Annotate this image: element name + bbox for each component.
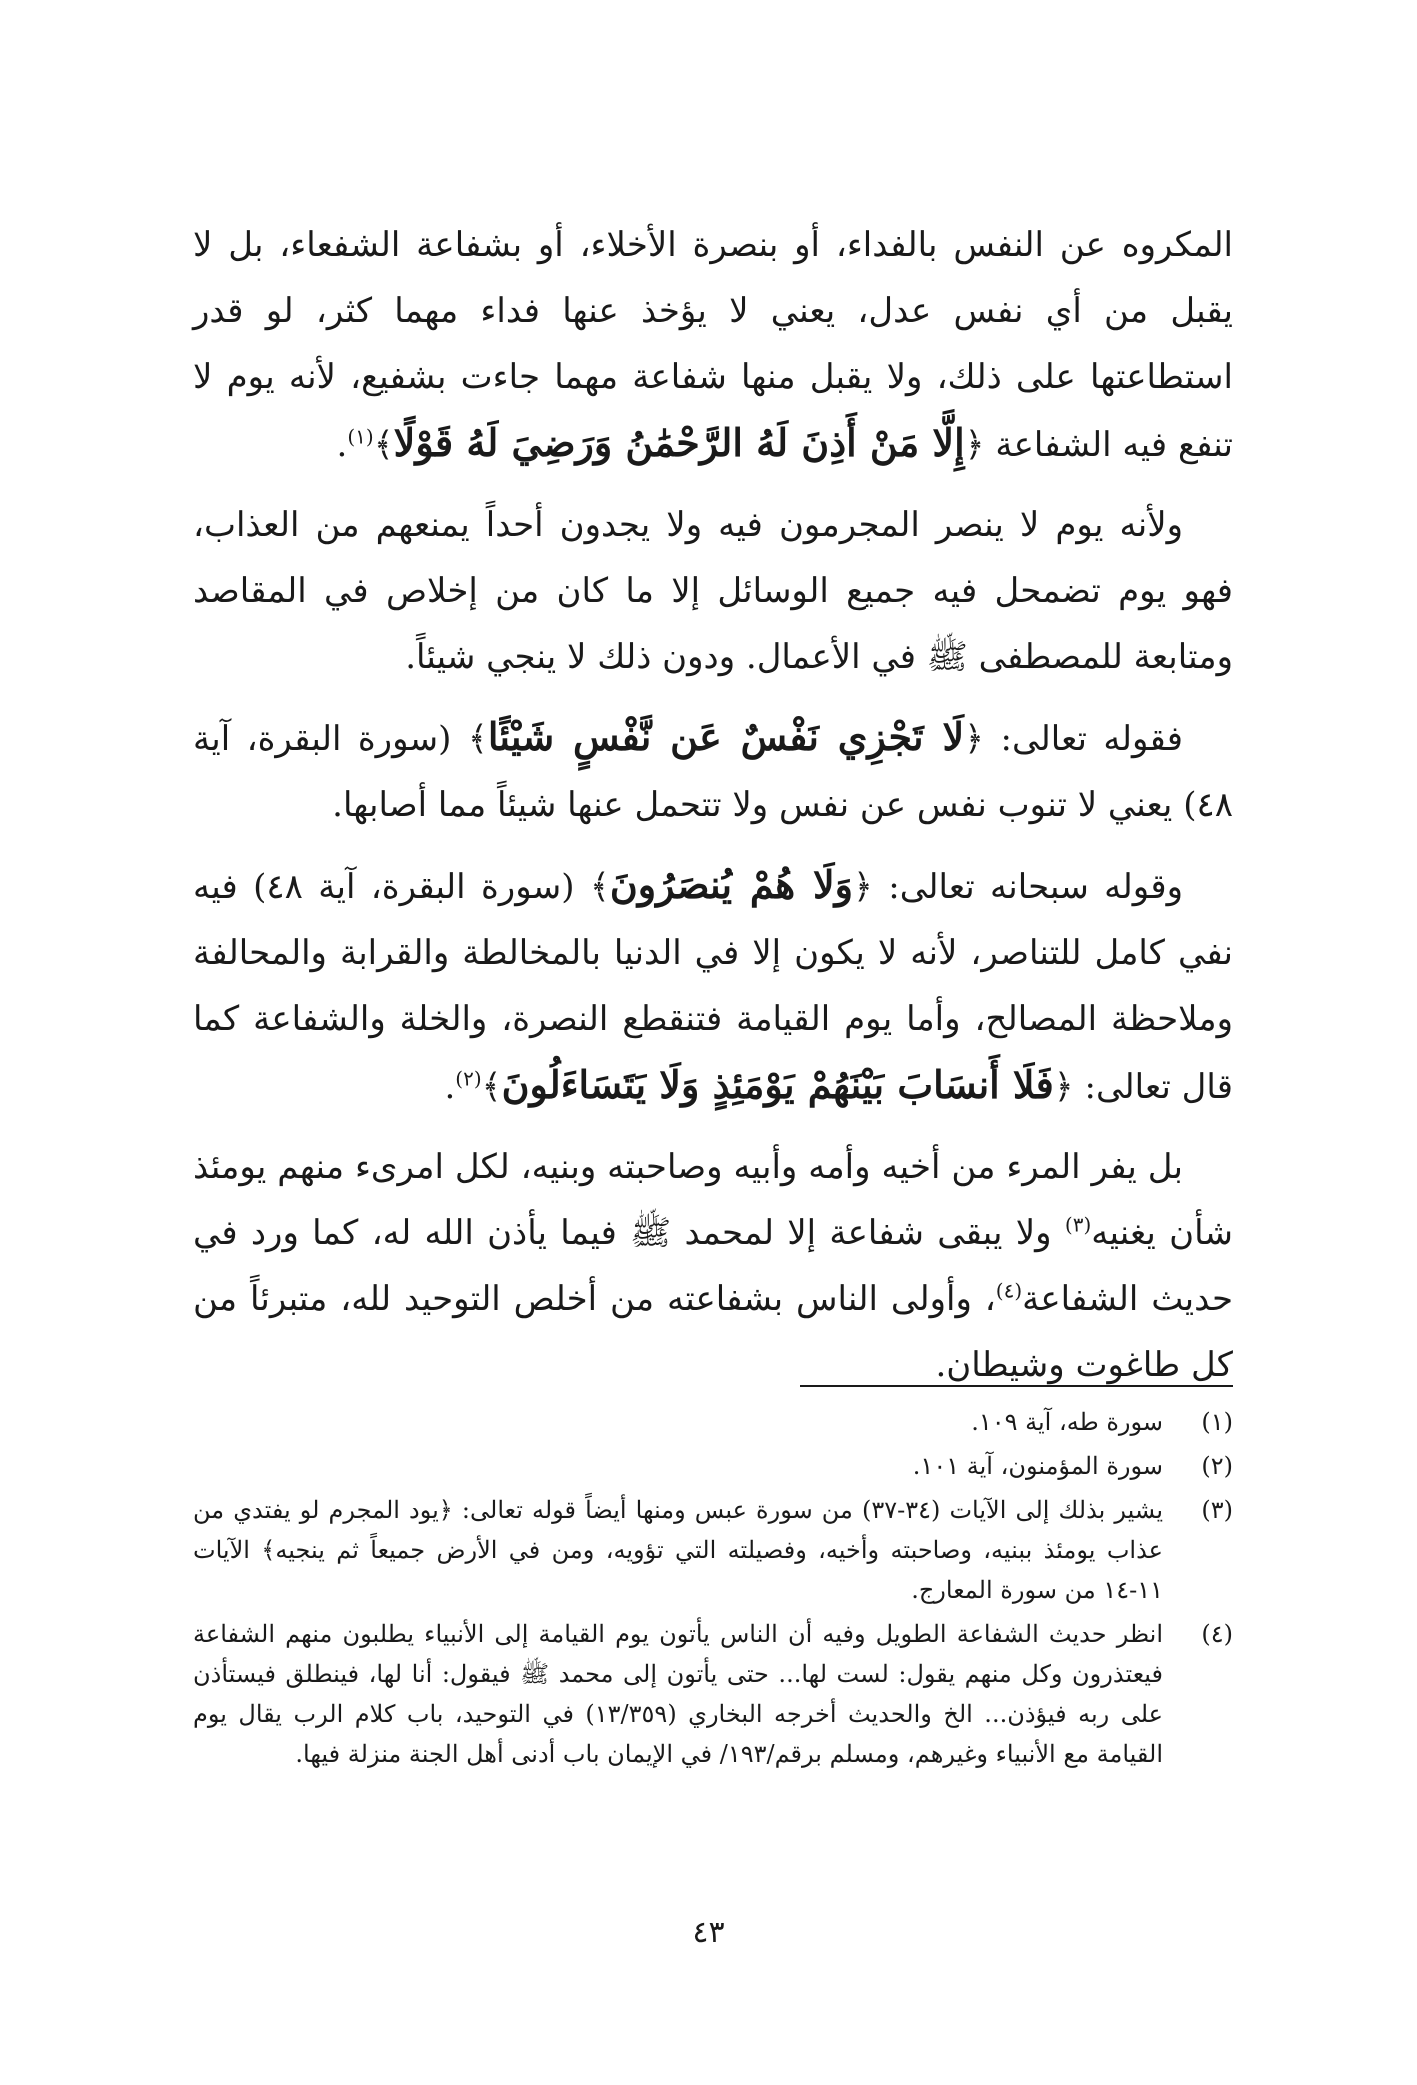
footnote-ref[interactable]: (١) [347,424,374,449]
page-number: ٤٣ [692,1915,725,1950]
paragraph-text-after: ﴾ (سورة البقرة، آية ٤٨) يعني لا تنوب نفس عن نفس ولا تتحمل عنها شيئاً مما أصابها. [193,719,1233,825]
period: . [336,425,348,465]
footnote-ref[interactable]: (٤) [995,1278,1023,1303]
paragraph-text-after: ﴾ (سورة البقرة، آية ٤٨) فيه نفي كامل للتناصر، لأنه لا يكون إلا في الدنيا بالمخالطة والقرابة والمحالفة وملاحظة المصالح، وأما يوم القيامة فتنقطع النصرة، والخلة والشفاعة كما قال تعالى: ﴿ [193,867,1234,1107]
paragraph-text: فقوله تعالى: ﴿ [964,719,1184,759]
footnote-text: يشير بذلك إلى الآيات (٣٤-٣٧) من سورة عبس ومنها أيضاً قوله تعالى: ﴿يود المجرم لو يفتدي من عذاب يومئذ ببنيه، وصاحبته وأخيه، وفصيلته التي تؤويه، ومن في الأرض جميعاً ثم ينجيه﴾ الآيات ١١-١٤ من سورة المعارج. [193,1496,1163,1604]
footnote-text: سورة المؤمنون، آية ١٠١. [912,1452,1163,1480]
footnote-2 [193,1446,1233,1486]
period: . [444,1067,456,1107]
footnote-ref[interactable]: (٢) [455,1066,482,1091]
footnote-4 [193,1614,1233,1774]
paragraph-text: بل يفر المرء من أخيه وأمه وأبيه وصاحبته وبنيه، لكل امرىء منهم يومئذ شأن يغنيه [193,1147,1233,1253]
footnote-1 [193,1402,1233,1442]
paragraph-3 [193,704,1233,838]
paragraph-text-3: ، وأولى الناس بشفاعته من أخلص التوحيد لله، متبرئاً من كل طاغوت وشيطان. [193,1279,1233,1385]
footnote-number: (٢) [1201,1452,1233,1480]
quran-verse-2: فَلَا أَنسَابَ بَيْنَهُمْ يَوْمَئِذٍ وَلَا يَتَسَاءَلُونَ [501,1062,1054,1107]
paragraph-5 [193,1134,1233,1398]
paragraph-2 [193,492,1233,690]
footnote-text: سورة طه، آية ١٠٩. [971,1408,1163,1436]
main-text-body [193,212,1233,1412]
footnote-number: (١) [1201,1408,1233,1436]
bracket-close: ﴾ [373,425,394,465]
footnote-ref[interactable]: (٣) [1064,1212,1092,1237]
paragraph-1 [193,212,1233,478]
footnote-separator [800,1385,1233,1387]
footnote-number: (٣) [1201,1496,1233,1524]
bracket-close: ﴾ [481,1067,502,1107]
paragraph-text: وقوله سبحانه تعالى: ﴿ [853,867,1184,907]
quran-verse: لَا تَجْزِي نَفْسٌ عَن نَّفْسٍ شَيْئًا [487,714,965,759]
quran-verse: وَلَا هُمْ يُنصَرُونَ [609,862,854,907]
paragraph-text-2: ولا يبقى شفاعة إلا لمحمد ﷺ فيما يأذن الله له، كما ورد في حديث الشفاعة [193,1213,1234,1319]
paragraph-text: ولأنه يوم لا ينصر المجرمون فيه ولا يجدون أحداً يمنعهم من العذاب، فهو يوم تضمحل فيه جميع الوسائل إلا ما كان من إخلاص في المقاصد ومتابعة للمصطفى ﷺ في الأعمال. ودون ذلك لا ينجي شيئاً. [193,505,1233,677]
quran-verse: إِلَّا مَنْ أَذِنَ لَهُ الرَّحْمَٰنُ وَرَضِيَ لَهُ قَوْلًا [393,420,965,465]
footnotes-section [193,1402,1233,1778]
footnote-text: انظر حديث الشفاعة الطويل وفيه أن الناس يأتون يوم القيامة إلى الأنبياء يطلبون منهم الشفاعة فيعتذرون وكل منهم يقول: لست لها... حتى يأتون إلى محمد ﷺ فيقول: أنا لها، فينطلق فيستأذن على ربه فيؤذن... الخ والحديث أخرجه البخاري (١٣/٣٥٩) في التوحيد، باب كلام الرب يقال يوم القيامة مع الأنبياء وغيرهم، ومسلم برقم/١٩٣/ في الإيمان باب أدنى أهل الجنة منزلة فيها. [193,1620,1163,1768]
footnote-3 [193,1490,1233,1610]
footnote-number: (٤) [1201,1620,1233,1648]
paragraph-text: المكروه عن النفس بالفداء، أو بنصرة الأخلاء، أو بشفاعة الشفعاء، بل لا يقبل من أي نفس عدل، يعني لا يؤخذ عنها فداء مهما كثر، لو قدر استطاعتها على ذلك، ولا يقبل منها شفاعة مهما جاءت بشفيع، لأنه يوم لا تنفع فيه الشفاعة ﴿ [193,225,1233,465]
paragraph-4 [193,852,1233,1120]
